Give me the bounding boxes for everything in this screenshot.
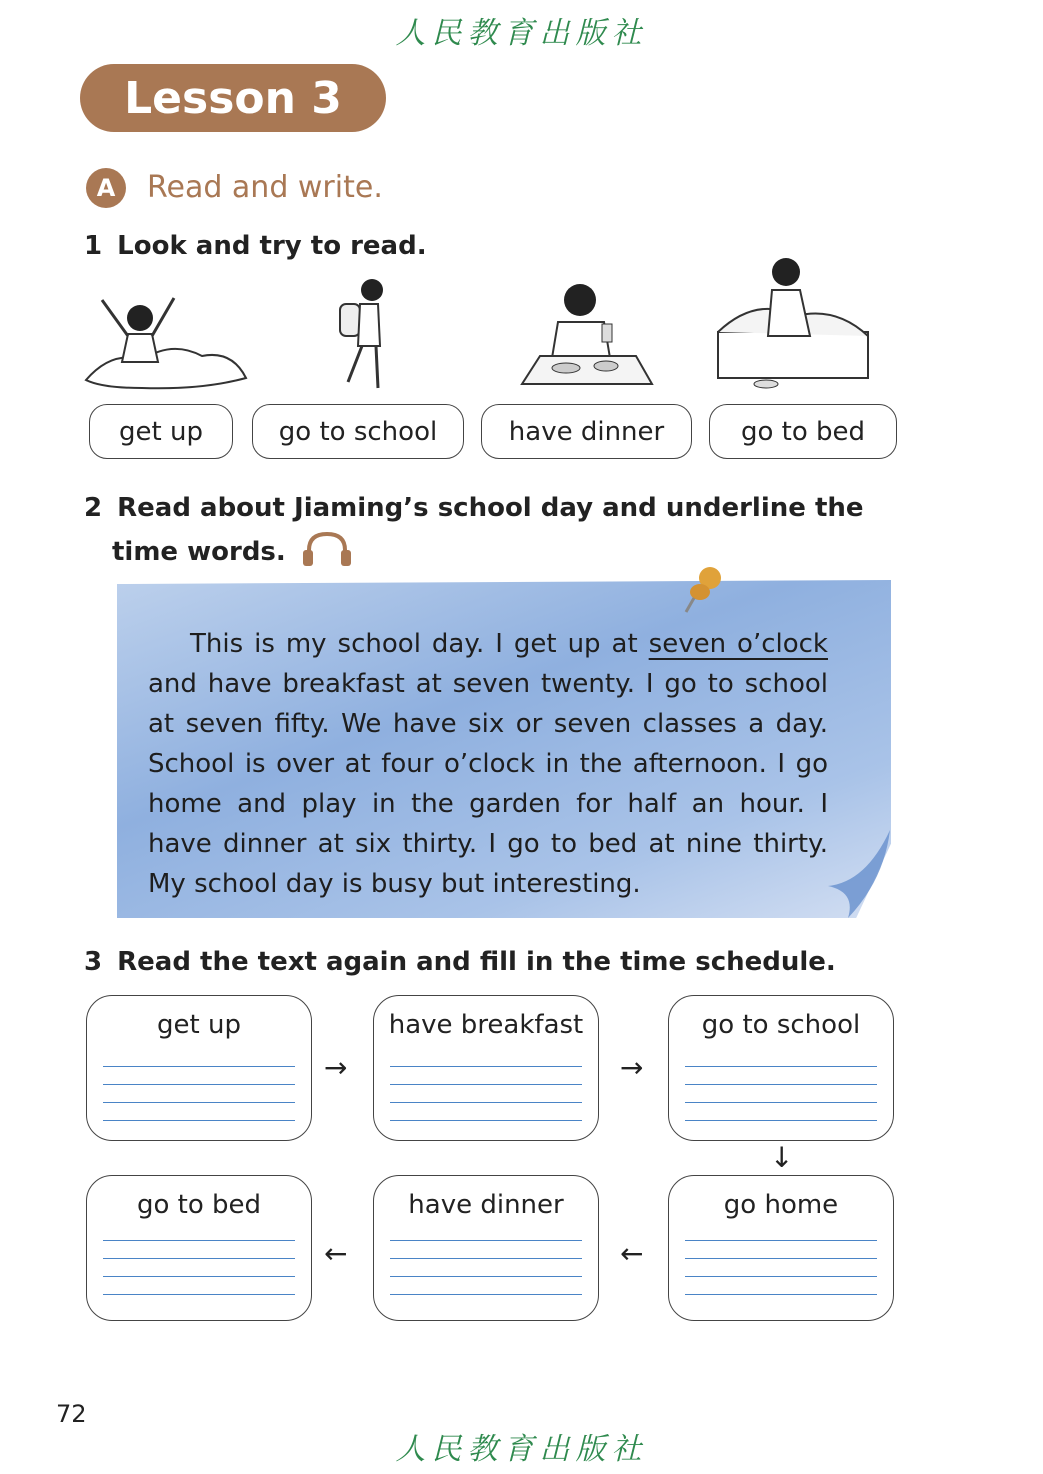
right-arrow-icon: →	[324, 1051, 348, 1084]
lesson-title: Lesson 3	[80, 64, 386, 132]
phrase-go-to-school: go to school	[252, 404, 464, 459]
page-number: 72	[56, 1400, 87, 1428]
down-arrow-icon: ↓	[770, 1141, 794, 1174]
right-arrow-icon: →	[620, 1051, 644, 1084]
pushpin-icon	[680, 564, 728, 616]
publisher-watermark-bottom: 人民教育出版社	[395, 1432, 648, 1467]
schedule-box-go-home	[668, 1175, 894, 1321]
task-1-text: Look and try to read.	[117, 231, 427, 261]
underlined-time-word: seven o’clock	[648, 629, 828, 659]
boy-getting-up-illustration	[82, 280, 250, 392]
boy-walking-to-school-illustration	[334, 276, 394, 392]
schedule-box-have-breakfast	[373, 995, 599, 1141]
passage-before-underline: This is my school day. I get up at	[190, 629, 649, 659]
task-3	[84, 940, 836, 984]
schedule-label: get up	[157, 1010, 241, 1040]
task-2-number: 2	[84, 493, 103, 523]
left-arrow-icon: ←	[620, 1237, 644, 1270]
task-3-number: 3	[84, 947, 103, 977]
task-1	[84, 224, 427, 268]
passage-after-underline: and have breakfast at seven twenty. I go to school at seven fifty. We have six or seven classes a day. School is over at four o’clock in the afternoon. I go home and play in the garden for half an hour. I have dinner at six thirty. I go to bed at nine thirty. My school day is busy but interesting.	[148, 669, 828, 899]
task-1-number: 1	[84, 231, 103, 261]
schedule-label: have dinner	[408, 1190, 564, 1220]
schedule-box-get-up	[86, 995, 312, 1141]
boy-going-to-bed-illustration	[716, 256, 872, 390]
section-title: Read and write.	[147, 170, 383, 205]
task-2-line-2: time words.	[112, 537, 286, 567]
boy-having-dinner-illustration	[518, 278, 656, 390]
schedule-box-go-to-school	[668, 995, 894, 1141]
schedule-label: have breakfast	[388, 1010, 584, 1040]
phrase-go-to-bed: go to bed	[709, 404, 897, 459]
task-2	[84, 486, 884, 574]
schedule-label: go home	[723, 1190, 839, 1220]
section-badge: A	[86, 168, 126, 208]
publisher-watermark-top: 人民教育出版社	[395, 16, 648, 51]
schedule-label: go to school	[701, 1010, 861, 1040]
task-2-line-1: Read about Jiaming’s school day and underline the	[117, 493, 864, 523]
headphones-icon	[301, 530, 355, 568]
task-3-text: Read the text again and fill in the time schedule.	[117, 947, 836, 977]
schedule-box-go-to-bed	[86, 1175, 312, 1321]
schedule-box-have-dinner	[373, 1175, 599, 1321]
schedule-label: go to bed	[136, 1190, 262, 1220]
left-arrow-icon: ←	[324, 1237, 348, 1270]
passage-text	[148, 624, 828, 904]
page-curl-decoration	[826, 830, 892, 920]
phrase-have-dinner: have dinner	[481, 404, 692, 459]
phrase-get-up: get up	[89, 404, 233, 459]
